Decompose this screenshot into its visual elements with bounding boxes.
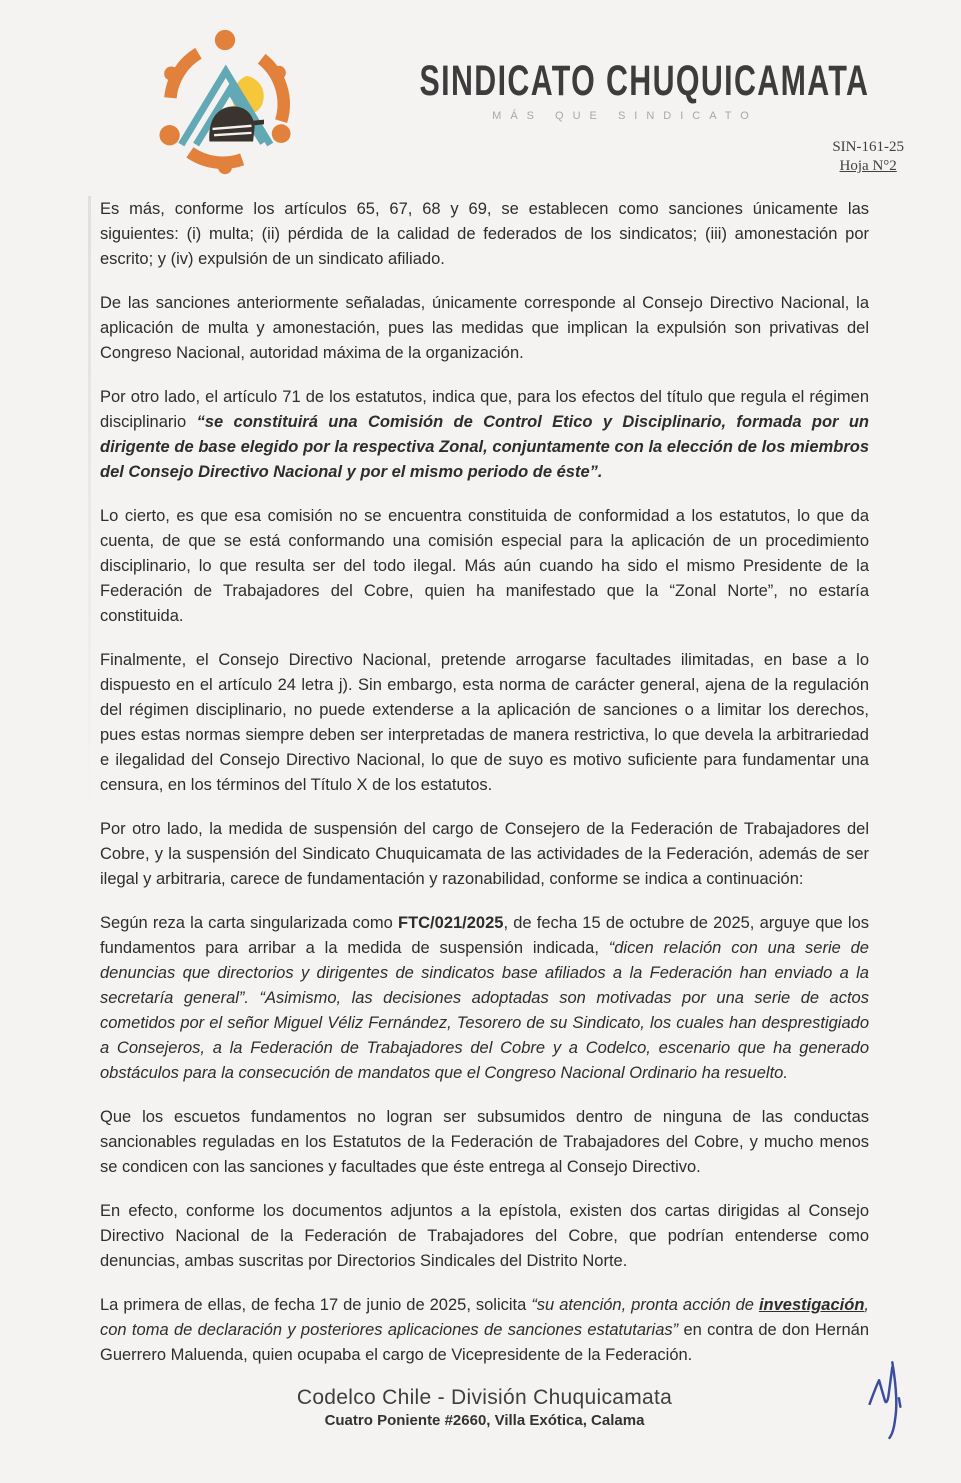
paragraph	[100, 817, 869, 892]
text-run: Que los escuetos fundamentos no logran ser subsumidos dentro de ninguna de las conductas sancionables reguladas en los Estatutos de la Federación de Trabajadores del Cobre, y mucho menos se condicen con las sanciones y facultades que éste entrega al Consejo Directivo.	[100, 1108, 869, 1176]
paragraph	[100, 291, 869, 366]
organization-slogan: MÁS QUE SINDICATO	[492, 110, 758, 122]
paragraph	[100, 1293, 869, 1368]
text-run: “se constituirá una Comisión de Control Etico y Disciplinario, formada por un dirigente de base elegido por la respectiva Zonal, conjuntamente con la elección de los miembros del Consejo Directivo Nacional y por el mismo periodo de éste”.	[100, 413, 869, 481]
union-circle-logo-icon	[136, 26, 314, 182]
document-body	[100, 197, 869, 1382]
text-run: Es más, conforme los artículos 65, 67, 68 y 69, se establecen como sanciones únicamente las siguientes: (i) multa; (ii) pérdida de la calidad de federados de los sindicatos; (iii) amonestación por escrito; y (iv) expulsión de un sindicato afiliado.	[100, 200, 869, 268]
text-run: Según reza la carta singularizada como	[100, 914, 398, 932]
reference-block	[832, 138, 904, 176]
text-run: investigación	[758, 1296, 865, 1314]
paragraph	[100, 504, 869, 629]
text-run: La primera de ellas, de fecha 17 de junio de 2025, solicita	[100, 1296, 532, 1314]
page-number-label: Hoja N°2	[839, 158, 897, 174]
paragraph	[100, 911, 869, 1086]
logo-svg	[136, 26, 314, 182]
document-header	[0, 0, 961, 196]
text-run: , con toma de declaración y posteriores aplicaciones de sanciones estatutarias”	[100, 1296, 869, 1339]
paragraph	[100, 1105, 869, 1180]
masthead	[400, 56, 870, 122]
paragraph	[100, 385, 869, 485]
paragraph	[100, 648, 869, 798]
text-run: Finalmente, el Consejo Directivo Nacional, pretende arrogarse facultades ilimitadas, en base a lo dispuesto en el artículo 24 letra j). Sin embargo, esta norma de carácter general, ajena de la regulación del régimen disciplinario, no puede extenderse a la aplicación de sanciones o a limitar los derechos, pues estas normas siempre deben ser interpretadas de manera restrictiva, lo que devela la arbitrariedad e ilegalidad del Consejo Directivo Nacional, lo que de suyo es motivo suficiente para fundamentar una censura, en los términos del Título X de los estatutos.	[100, 651, 869, 794]
text-run: FTC/021/2025	[397, 914, 504, 932]
footer-address: Cuatro Poniente #2660, Villa Exótica, Calama	[324, 1412, 645, 1429]
footer-company: Codelco Chile - División Chuquicamata	[296, 1386, 673, 1409]
text-run: “su atención, pronta acción de	[531, 1296, 759, 1314]
scan-artifact-line	[88, 196, 91, 816]
handwritten-initial-mark-icon	[863, 1352, 915, 1452]
document-footer	[100, 1386, 869, 1429]
text-run: En efecto, conforme los documentos adjuntos a la epístola, existen dos cartas dirigidas al Consejo Directivo Nacional de la Federación de Trabajadores del Cobre, que podrían entenderse como denuncias, ambas suscritas por Directorios Sindicales del Distrito Norte.	[100, 1202, 869, 1270]
reference-number: SIN-161-25	[832, 139, 904, 155]
text-run: Por otro lado, la medida de suspensión del cargo de Consejero de la Federación de Trabajadores del Cobre, y la suspensión del Sindicato Chuquicamata de las actividades de la Federación, además de ser ilegal y arbitraria, carece de fundamentación y razonabilidad, conforme se indica a continuación:	[100, 820, 869, 888]
text-run: , de fecha 15 de octubre de 2025, arguye que los fundamentos para arribar a la medida de suspensión indicada,	[100, 914, 869, 957]
text-run: “dicen relación con una serie de denuncias que directorios y dirigentes de sindicatos base afiliados a la Federación han enviado a la secretaría general”. “Asimismo, las decisiones adoptadas son motivadas por una serie de actos cometidos por el señor Miguel Véliz Fernández, Tesorero de su Sindicato, los cuales han desprestigiado a Consejeros, a la Federación de Trabajadores del Cobre y a Codelco, escenario que ha generado obstáculos para la consecución de mandatos que el Congreso Nacional Ordinario ha resuelto.	[100, 939, 869, 1082]
organization-title: SINDICATO CHUQUICAMATA	[419, 56, 870, 105]
text-run: De las sanciones anteriormente señaladas, únicamente corresponde al Consejo Directivo Nacional, la aplicación de multa y amonestación, pues las medidas que implican la expulsión son privativas del Congreso Nacional, autoridad máxima de la organización.	[100, 294, 869, 362]
text-run: en contra de don Hernán Guerrero Maluenda, quien ocupaba el cargo de Vicepresidente de la Federación.	[100, 1321, 869, 1364]
text-run: Lo cierto, es que esa comisión no se encuentra constituida de conformidad a los estatutos, lo que da cuenta, de que se está conformando una comisión especial para la aplicación de un procedimiento disciplinario, lo que resulta ser del todo ilegal. Más aún cuando ha sido el mismo Presidente de la Federación de Trabajadores del Cobre, quien ha manifestado que la “Zonal Norte”, no estaría constituida.	[100, 507, 869, 625]
paragraph	[100, 197, 869, 272]
paragraph	[100, 1199, 869, 1274]
text-run: Por otro lado, el artículo 71 de los estatutos, indica que, para los efectos del título que regula el régimen disciplinario	[100, 388, 869, 431]
signature-svg	[863, 1352, 915, 1452]
